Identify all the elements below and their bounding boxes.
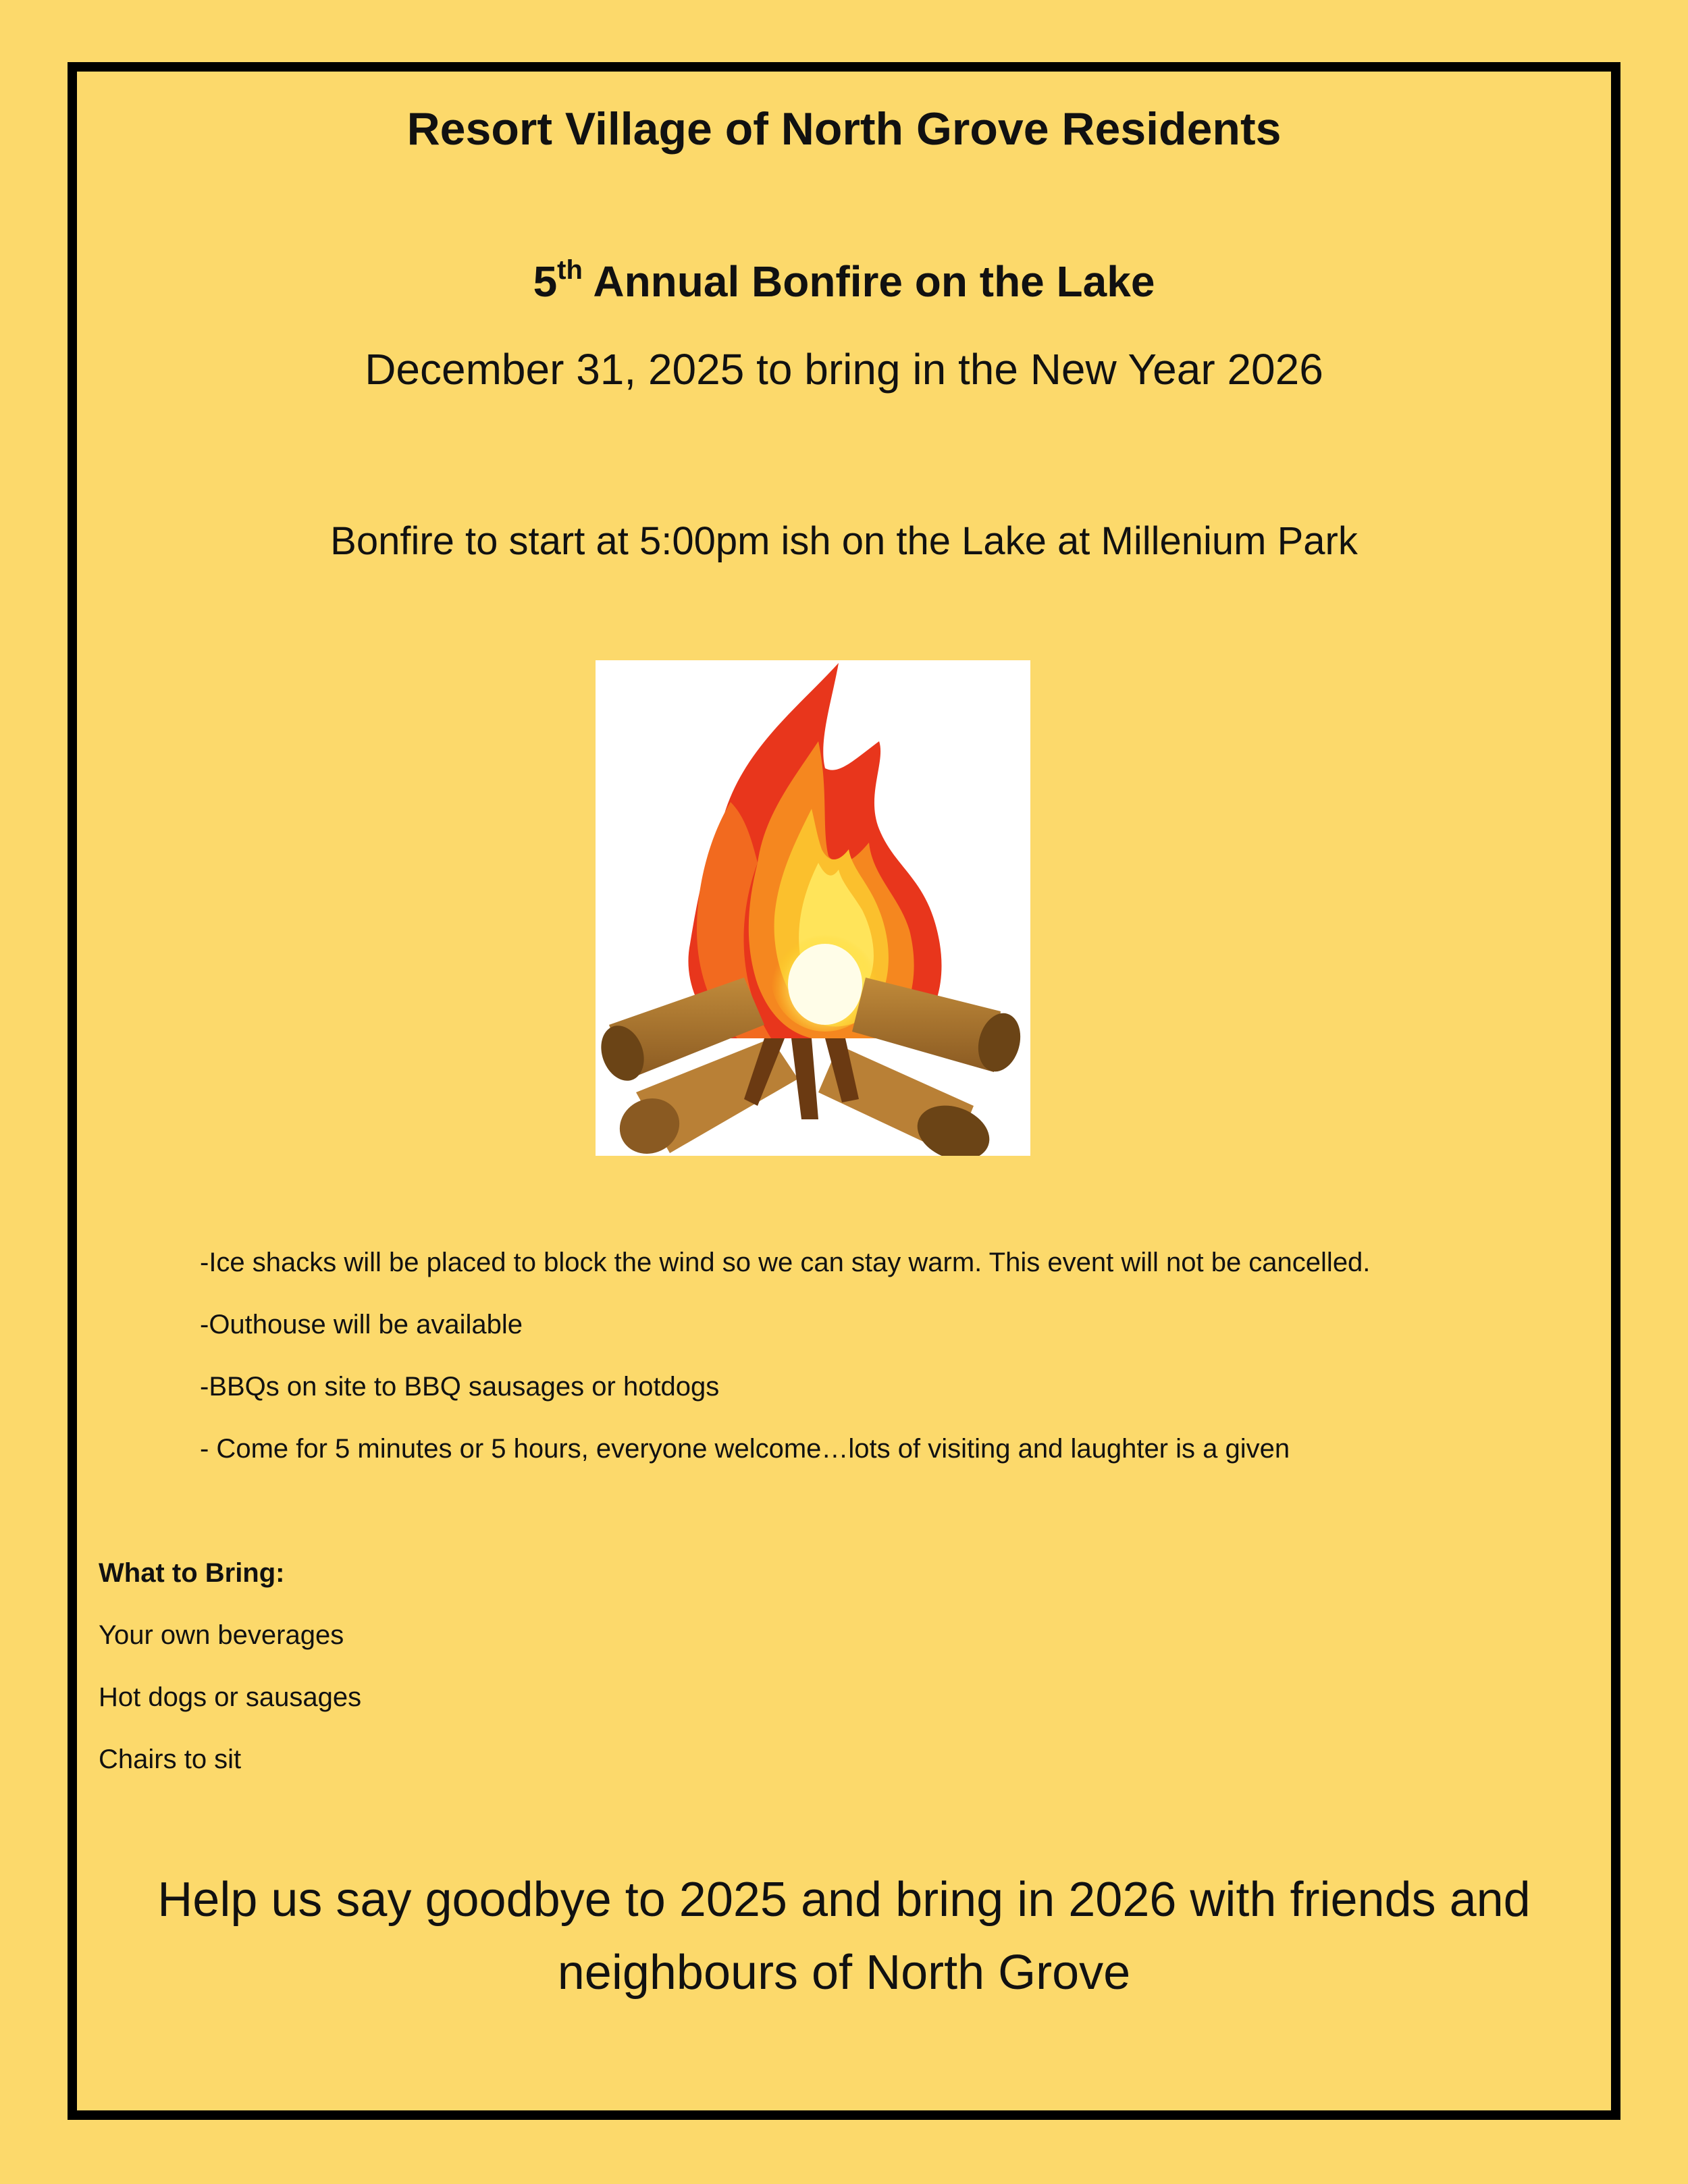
campfire-icon (596, 660, 1030, 1156)
event-notes (200, 1242, 1550, 1491)
closing-line-1: Help us say goodbye to 2025 and bring in 2026 with friends and (157, 1873, 1531, 1927)
page-title: Resort Village of North Grove Residents (406, 103, 1282, 155)
event-title (68, 257, 1620, 307)
list-item: - Come for 5 minutes or 5 hours, everyone welcome…lots of visiting and laughter is a given (200, 1434, 1290, 1464)
list-item: -Ice shacks will be placed to block the wind so we can stay warm. This event will not be cancelled. (200, 1248, 1371, 1277)
list-item: Chairs to sit (99, 1744, 242, 1774)
event-ordinal-suffix: th (557, 255, 583, 285)
list-item: -Outhouse will be available (200, 1310, 523, 1339)
list-item: Hot dogs or sausages (99, 1682, 362, 1712)
list-item: Your own beverages (99, 1620, 344, 1650)
event-start-time: Bonfire to start at 5:00pm ish on the Lake at Millenium Park (330, 519, 1358, 563)
what-to-bring-heading: What to Bring: (99, 1558, 285, 1588)
event-date: December 31, 2025 to bring in the New Year 2026 (365, 345, 1323, 394)
closing-message (88, 1863, 1600, 2009)
event-title-text: Annual Bonfire on the Lake (582, 257, 1155, 306)
what-to-bring-section (99, 1553, 774, 1801)
closing-line-2: neighbours of North Grove (557, 1946, 1131, 2000)
list-item: -BBQs on site to BBQ sausages or hotdogs (200, 1372, 720, 1402)
event-ordinal-number: 5 (533, 257, 558, 306)
